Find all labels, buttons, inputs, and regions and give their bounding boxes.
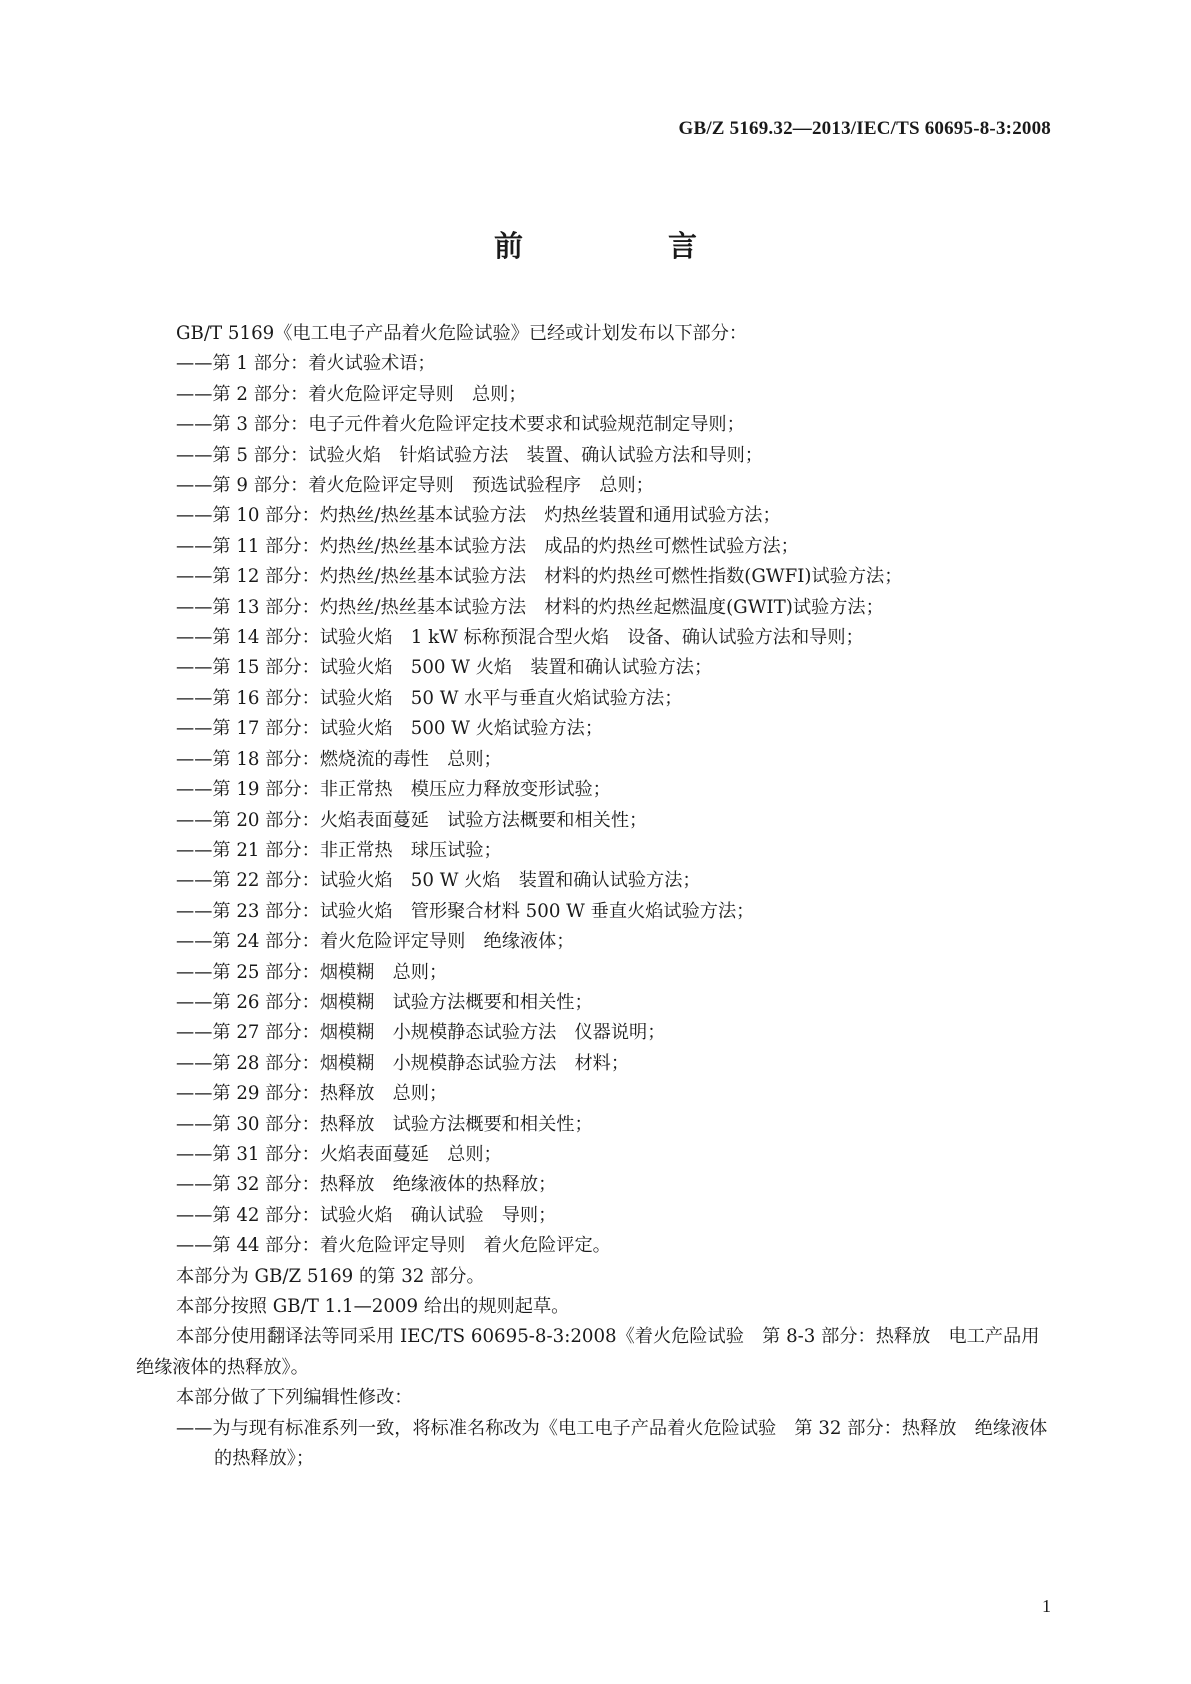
list-item: ——第 42 部分：试验火焰 确认试验 导则； <box>176 1204 557 1226</box>
intro-paragraph: GB/T 5169《电工电子产品着火危险试验》已经或计划发布以下部分： <box>176 323 748 344</box>
list-item: ——第 10 部分：灼热丝/热丝基本试验方法 灼热丝装置和通用试验方法； <box>176 505 781 527</box>
list-item: ——第 31 部分：火焰表面蔓延 总则； <box>176 1143 502 1165</box>
list-item: ——第 20 部分：火焰表面蔓延 试验方法概要和相关性； <box>176 809 648 831</box>
list-item: ——第 16 部分：试验火焰 50 W 水平与垂直火焰试验方法； <box>176 687 683 709</box>
list-item: ——第 25 部分：烟模糊 总则； <box>176 961 448 983</box>
list-item: ——第 12 部分：灼热丝/热丝基本试验方法 材料的灼热丝可燃性指数(GWFI)试验方法； <box>176 566 903 588</box>
list-item: ——第 44 部分：着火危险评定导则 着火危险评定。 <box>176 1235 611 1257</box>
list-item: ——第 26 部分：烟模糊 试验方法概要和相关性； <box>176 991 593 1013</box>
list-item: ——第 29 部分：热释放 总则； <box>176 1083 448 1105</box>
list-item: ——第 15 部分：试验火焰 500 W 火焰 装置和确认试验方法； <box>176 657 713 679</box>
document-body <box>136 319 1056 1474</box>
list-item: ——第 3 部分：电子元件着火危险评定技术要求和试验规范制定导则； <box>176 414 745 436</box>
list-item: ——第 19 部分：非正常热 模压应力释放变形试验； <box>176 779 611 801</box>
list-item: ——第 11 部分：灼热丝/热丝基本试验方法 成品的灼热丝可燃性试验方法； <box>176 535 799 557</box>
standard-code-header: GB/Z 5169.32—2013/IEC/TS 60695-8-3:2008 <box>678 118 1051 139</box>
translation-paragraph: 本部分使用翻译法等同采用 IEC/TS 60695-8-3:2008《着火危险试验 第 8-3 部分：热释放 电工产品用绝缘液体的热释放》。 <box>136 1326 1040 1378</box>
list-item: ——第 1 部分：着火试验术语； <box>176 353 436 375</box>
list-item: ——第 21 部分：非正常热 球压试验； <box>176 839 502 861</box>
drafting-rules-paragraph: 本部分按照 GB/T 1.1—2009 给出的规则起草。 <box>176 1296 570 1317</box>
list-item: ——第 27 部分：烟模糊 小规模静态试验方法 仪器说明； <box>176 1022 666 1044</box>
list-item: ——第 23 部分：试验火焰 管形聚合材料 500 W 垂直火焰试验方法； <box>176 900 755 922</box>
page-title: 前 言 <box>493 229 755 263</box>
parts-list <box>136 349 1056 1261</box>
edit-item: ——为与现有标准系列一致，将标准名称改为《电工电子产品着火危险试验 第 32 部分：热释放 绝缘液体的热释放》； <box>176 1417 1048 1470</box>
list-item: ——第 14 部分：试验火焰 1 kW 标称预混合型火焰 设备、确认试验方法和导则； <box>176 627 864 649</box>
list-item: ——第 2 部分：着火危险评定导则 总则； <box>176 383 527 405</box>
list-item: ——第 28 部分：烟模糊 小规模静态试验方法 材料； <box>176 1052 630 1074</box>
list-item: ——第 5 部分：试验火焰 针焰试验方法 装置、确认试验方法和导则； <box>176 444 763 466</box>
page-number: 1 <box>1042 1596 1051 1616</box>
list-item: ——第 18 部分：燃烧流的毒性 总则； <box>176 748 502 770</box>
list-item: ——第 17 部分：试验火焰 500 W 火焰试验方法； <box>176 718 604 740</box>
list-item: ——第 9 部分：着火危险评定导则 预选试验程序 总则； <box>176 475 654 497</box>
list-item: ——第 13 部分：灼热丝/热丝基本试验方法 材料的灼热丝起燃温度(GWIT)试验方法； <box>176 596 884 618</box>
list-item: ——第 22 部分：试验火焰 50 W 火焰 装置和确认试验方法； <box>176 870 701 892</box>
part-of-paragraph: 本部分为 GB/Z 5169 的第 32 部分。 <box>176 1265 485 1287</box>
list-item: ——第 30 部分：热释放 试验方法概要和相关性； <box>176 1113 593 1135</box>
list-item: ——第 24 部分：着火危险评定导则 绝缘液体； <box>176 931 575 953</box>
list-item: ——第 32 部分：热释放 绝缘液体的热释放； <box>176 1174 557 1196</box>
edits-intro-paragraph: 本部分做了下列编辑性修改： <box>176 1387 413 1409</box>
